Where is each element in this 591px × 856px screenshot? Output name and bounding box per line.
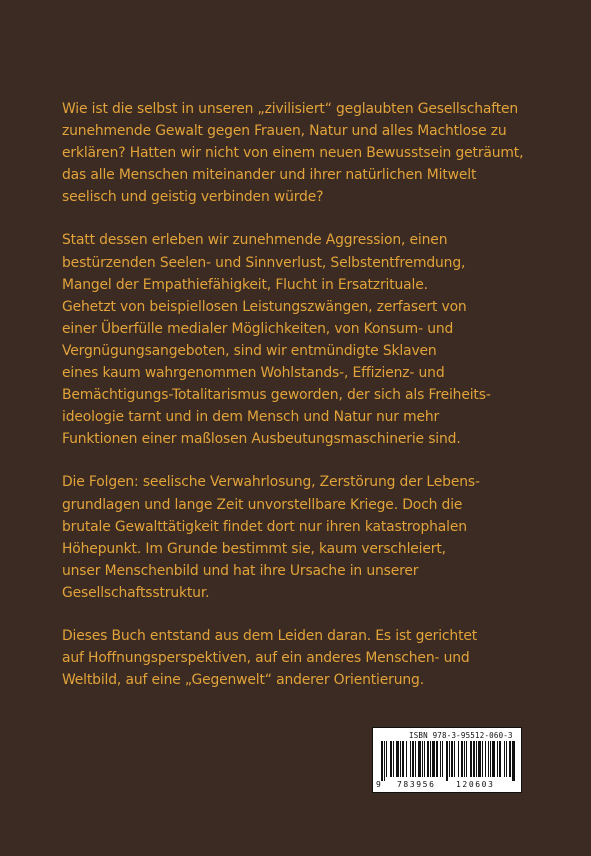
- barcode-bar: [442, 741, 443, 777]
- text-line: erklären? Hatten wir nicht von einem neuen Bewusstsein geträumt,: [62, 145, 524, 162]
- barcode-bar: [504, 741, 505, 777]
- barcode-bar: [415, 741, 416, 777]
- text-line: bestürzenden Seelen- und Sinnverlust, Selbstentfremdung,: [62, 254, 466, 271]
- barcode-bar: [432, 741, 435, 777]
- barcode-bar: [476, 741, 477, 777]
- barcode-bar: [390, 741, 392, 777]
- barcode-bar: [512, 741, 515, 781]
- barcode-bar: [440, 741, 441, 777]
- barcode-bar: [488, 741, 489, 777]
- text-line: Mangel der Empathiefähigkeit, Flucht in Ersatzrituale.: [62, 276, 428, 293]
- barcode-bar: [446, 741, 448, 781]
- barcode-bar: [386, 741, 387, 777]
- barcode-bar: [449, 741, 450, 777]
- text-line: eines kaum wahrgenommen Wohlstands-, Effizienz- und: [62, 365, 445, 382]
- text-line: Die Folgen: seelische Verwahrlosung, Zerstörung der Lebens-: [62, 474, 480, 491]
- blurb-paragraph-4: [62, 625, 532, 691]
- text-line: Statt dessen erleben wir zunehmende Aggression, einen: [62, 232, 448, 249]
- barcode-bar: [406, 741, 407, 777]
- barcode-bar: [381, 741, 383, 781]
- text-line: Dieses Buch entstand aus dem Leiden daran. Es ist gerichtet: [62, 627, 478, 644]
- back-cover-blurb: [62, 98, 532, 712]
- barcode-bar: [451, 741, 453, 777]
- barcode-bar: [478, 741, 481, 777]
- text-line: Gesellschaftsstruktur.: [62, 584, 210, 601]
- text-line: grundlagen und lange Zeit unvorstellbare Kriege. Doch die: [62, 496, 463, 513]
- barcode-bar: [499, 741, 501, 777]
- barcode-bar: [422, 741, 423, 777]
- barcode-bar: [506, 741, 507, 777]
- text-line: das alle Menschen miteinander und ihrer natürlichen Mitwelt: [62, 167, 477, 184]
- barcode-bar: [430, 741, 431, 777]
- barcode-bar: [461, 741, 463, 777]
- text-line: Wie ist die selbst in unseren „zivilisiert“ geglaubten Gesellschaften: [62, 101, 519, 117]
- barcode-bars: [381, 741, 515, 781]
- barcode-bar: [485, 741, 486, 777]
- text-line: Vergnügungsangeboten, sind wir entmündigte Sklaven: [62, 342, 437, 359]
- barcode-digits-right: 120603: [456, 780, 495, 789]
- barcode-bar: [509, 741, 511, 777]
- barcode-bar: [410, 741, 411, 777]
- barcode-bar: [473, 741, 475, 777]
- blurb-paragraph-3: [62, 471, 532, 604]
- text-line: unser Menschenbild und hat ihre Ursache in unserer: [62, 562, 419, 579]
- text-line: seelisch und geistig verbinden würde?: [62, 189, 324, 206]
- text-line: Gehetzt von beispiellosen Leistungszwängen, zerfasert von: [62, 298, 467, 315]
- text-line: Funktionen einer maßlosen Ausbeutungsmaschinerie sind.: [62, 431, 461, 448]
- barcode-bar: [418, 741, 421, 777]
- barcode-bar: [458, 741, 459, 777]
- text-line: auf Hoffnungsperspektiven, auf ein anderes Menschen- und: [62, 650, 470, 667]
- text-line: einer Überfülle medialer Möglichkeiten, von Konsum- und: [62, 320, 454, 337]
- barcode-bar: [412, 741, 414, 777]
- barcode-bar: [482, 741, 483, 777]
- barcode-bar: [466, 741, 467, 777]
- blurb-paragraph-1: [62, 98, 532, 208]
- isbn-barcode: [372, 727, 522, 793]
- barcode-bar: [470, 741, 472, 777]
- barcode-bar: [454, 741, 455, 777]
- barcode-bar: [492, 741, 495, 777]
- text-line: Weltbild, auf eine „Gegenwelt“ anderer Orientierung.: [62, 672, 424, 689]
- barcode-bar: [402, 741, 404, 777]
- barcode-bar: [393, 741, 394, 777]
- blurb-paragraph-2: [62, 229, 532, 450]
- text-line: ideologie tarnt und in dem Mensch und Natur nur mehr: [62, 409, 440, 426]
- barcode-digit-first: 9: [376, 780, 381, 789]
- text-line: zunehmende Gewalt gegen Frauen, Natur und alles Machtlose zu: [62, 123, 507, 140]
- barcode-bar: [384, 741, 385, 781]
- barcode-digits-left: 783956: [397, 780, 436, 789]
- barcode-bar: [400, 741, 401, 777]
- text-line: Bemächtigungs-Totalitarismus geworden, der sich als Freiheits-: [62, 387, 491, 404]
- barcode-bar: [464, 741, 465, 777]
- barcode-bar: [436, 741, 438, 777]
- barcode-bar: [427, 741, 429, 777]
- barcode-bar: [424, 741, 425, 777]
- barcode-bar: [490, 741, 491, 777]
- barcode-bar: [396, 741, 399, 777]
- isbn-label: ISBN 978-3-95512-060-3: [409, 731, 513, 740]
- barcode-bar: [497, 741, 498, 777]
- text-line: brutale Gewalttätigkeit findet dort nur ihren katastrophalen: [62, 518, 467, 535]
- text-line: Höhepunkt. Im Grunde bestimmt sie, kaum verschleiert,: [62, 540, 446, 557]
